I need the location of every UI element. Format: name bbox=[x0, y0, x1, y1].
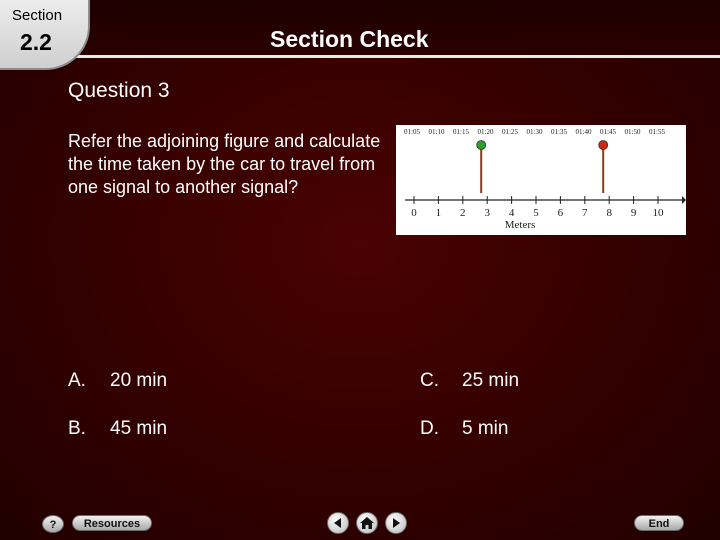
meter-label: 6 bbox=[557, 207, 564, 219]
time-label: 01:20 bbox=[477, 128, 494, 136]
navigation-bar bbox=[0, 505, 720, 540]
answer-text: 20 min bbox=[110, 370, 168, 391]
red-signal-light bbox=[599, 141, 608, 150]
time-label: 01:55 bbox=[649, 128, 665, 136]
time-label: 01:45 bbox=[600, 128, 616, 136]
time-label: 01:15 bbox=[453, 128, 469, 136]
answer-text: 25 min bbox=[462, 370, 520, 391]
end-button[interactable]: End bbox=[634, 515, 684, 531]
back-button[interactable] bbox=[327, 512, 349, 534]
home-icon bbox=[357, 513, 377, 533]
number-line-graphic bbox=[396, 125, 686, 235]
help-button[interactable]: ? bbox=[42, 515, 64, 533]
header-divider bbox=[0, 55, 720, 58]
home-button[interactable] bbox=[356, 512, 378, 534]
answer-d[interactable] bbox=[420, 418, 508, 440]
question-title: Question 3 bbox=[68, 79, 170, 102]
signal-figure bbox=[396, 125, 686, 235]
time-label: 01:30 bbox=[526, 128, 543, 136]
answer-text: 5 min bbox=[462, 418, 509, 439]
time-label: 01:35 bbox=[551, 128, 567, 136]
time-label: 01:05 bbox=[404, 128, 420, 136]
time-label: 01:25 bbox=[502, 128, 518, 136]
resources-button[interactable]: Resources bbox=[72, 515, 152, 531]
forward-button[interactable] bbox=[385, 512, 407, 534]
answer-letter: A. bbox=[68, 370, 86, 391]
answer-letter: D. bbox=[420, 418, 439, 439]
time-label: 01:40 bbox=[575, 128, 592, 136]
meter-label: 10 bbox=[652, 207, 664, 219]
forward-arrow-icon bbox=[386, 513, 406, 533]
meter-label: 0 bbox=[411, 207, 417, 219]
answer-a[interactable] bbox=[68, 370, 167, 392]
meter-label: 4 bbox=[508, 207, 515, 219]
meter-label: 5 bbox=[533, 207, 539, 219]
page-title: Section Check bbox=[270, 26, 429, 52]
meter-label: 9 bbox=[630, 207, 637, 219]
answer-letter: B. bbox=[68, 418, 86, 439]
answer-b[interactable] bbox=[68, 418, 167, 440]
answer-c[interactable] bbox=[420, 370, 519, 392]
time-label: 01:10 bbox=[428, 128, 445, 136]
question-text: Refer the adjoining figure and calculate the time taken by the car to travel from one signal to another signal? bbox=[68, 131, 381, 197]
green-signal-light bbox=[477, 141, 486, 150]
meter-label: 7 bbox=[582, 207, 588, 219]
section-label: Section bbox=[12, 7, 63, 24]
axis-label: Meters bbox=[504, 219, 536, 231]
answer-letter: C. bbox=[420, 370, 439, 391]
meter-label: 2 bbox=[460, 207, 466, 219]
number-line-arrow bbox=[682, 196, 686, 204]
meter-label: 3 bbox=[484, 207, 490, 219]
section-number: 2.2 bbox=[20, 29, 52, 55]
back-arrow-icon bbox=[328, 513, 348, 533]
meter-label: 8 bbox=[606, 207, 612, 219]
meter-label: 1 bbox=[435, 207, 442, 219]
answer-text: 45 min bbox=[110, 418, 168, 439]
time-label: 01:50 bbox=[624, 128, 641, 136]
